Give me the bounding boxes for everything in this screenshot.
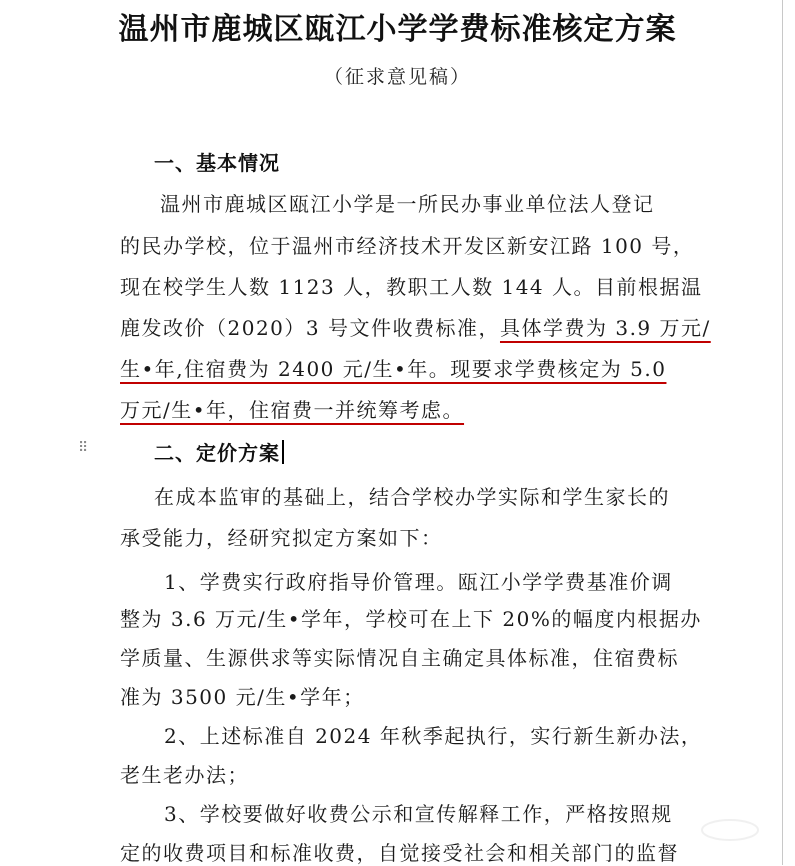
- section-heading-basic-info: 一、基本情况: [154, 151, 280, 175]
- paragraph-line: 老生老办法；: [120, 763, 249, 787]
- paragraph-text: 鹿发改价（2020）3 号文件收费标准，: [120, 316, 500, 340]
- paragraph-line: 定的收费项目和标准收费，自觉接受社会和相关部门的监督: [120, 841, 679, 865]
- paragraph-line: 1、学费实行政府指导价管理。瓯江小学学费基准价调: [164, 570, 673, 594]
- document-title: 温州市鹿城区瓯江小学学费标准核定方案: [118, 12, 677, 47]
- underlined-fee-text: 具体学费为 3.9 万元/: [499, 316, 711, 340]
- paragraph-line: [120, 394, 464, 423]
- section-heading-pricing-plan[interactable]: [154, 437, 284, 466]
- paragraph-line: 承受能力，经研究拟定方案如下：: [120, 526, 443, 550]
- watermark-graphic: [700, 818, 760, 842]
- paragraph-line: 的民办学校，位于温州市经济技术开发区新安江路 100 号，: [120, 234, 695, 258]
- paragraph-line: 温州市鹿城区瓯江小学是一所民办事业单位法人登记: [160, 192, 655, 216]
- paragraph-line: 整为 3.6 万元/生•学年，学校可在上下 20%的幅度内根据办: [120, 607, 702, 631]
- text-cursor: [282, 440, 284, 464]
- paragraph-line: 2、上述标准自 2024 年秋季起执行，实行新生新办法，: [164, 724, 703, 748]
- page-edge-divider: [782, 0, 783, 865]
- drag-handle-icon[interactable]: ⠿: [78, 440, 89, 456]
- paragraph-line: 3、学校要做好收费公示和宣传解释工作，严格按照规: [164, 802, 673, 826]
- document-subtitle: （征求意见稿）: [323, 66, 471, 88]
- section-heading-text: 二、定价方案: [154, 441, 280, 465]
- paragraph-line: 现在校学生人数 1123 人，教职工人数 144 人。目前根据温: [120, 275, 703, 299]
- paragraph-line: 在成本监审的基础上，结合学校办学实际和学生家长的: [154, 485, 670, 509]
- underlined-fee-text: 生•年,住宿费为 2400 元/生•年。现要求学费核定为 5.0: [120, 357, 667, 381]
- paragraph-line: 学质量、生源供求等实际情况自主确定具体标准，住宿费标: [120, 646, 679, 670]
- underlined-fee-text: 万元/生•年，住宿费一并统筹考虑。: [120, 398, 465, 422]
- paragraph-line: [120, 353, 666, 382]
- paragraph-line: 准为 3500 元/生•学年；: [120, 685, 365, 709]
- paragraph-line: [120, 312, 711, 341]
